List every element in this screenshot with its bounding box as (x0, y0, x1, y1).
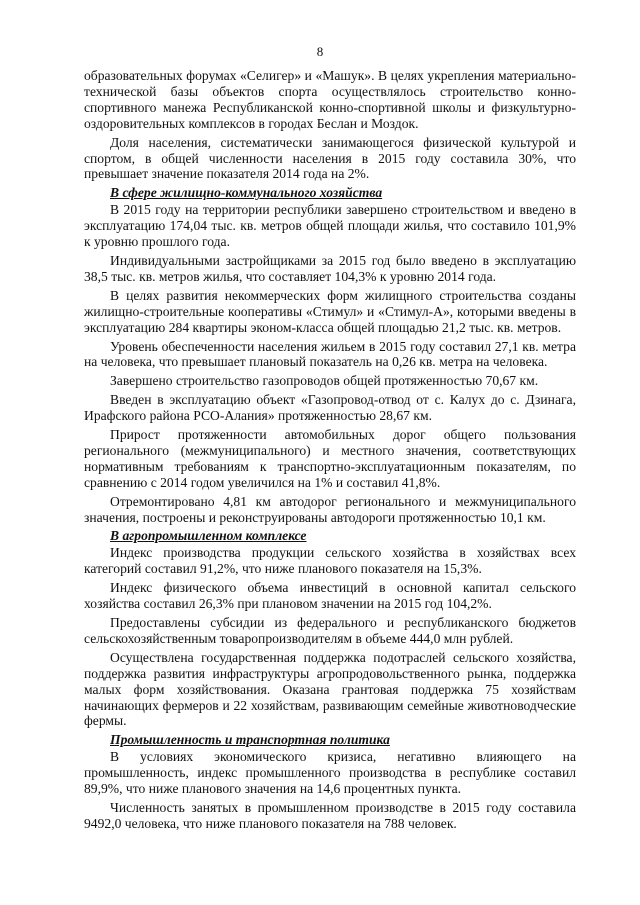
paragraph: Предоставлены субсидии из федерального и республиканского бюджетов сельскохозяйственным товаропроизводителям в объеме 444,0 млн рублей. (84, 615, 576, 646)
paragraph: Численность занятых в промышленном производстве в 2015 году составила 9492,0 человека, что ниже планового показателя на 788 человек. (84, 799, 576, 831)
paragraph: Доля населения, систематически занимающегося физической культурой и спортом, в общей численности населения в 2015 году составила 30%, что превышает значение показателя 2014 года на 2%. (84, 134, 576, 182)
paragraph: Индекс физического объема инвестиций в основной капитал сельского хозяйства составил 26,3% при плановом значении на 2015 год 104,2%. (84, 580, 576, 612)
page-number: 8 (316, 44, 324, 59)
section-heading: Промышленность и транспортная политика (110, 732, 390, 748)
paragraph: Прирост протяженности автомобильных дорог общего пользования регионального (межмуниципального) и местного значения, соответствующих нормативным требованиям к транспортно-эксплуатационным показателям, по сравнению с 2014 годом увеличился на 1% и составил 41,8%. (84, 427, 576, 490)
section-heading: В сфере жилищно-коммунального хозяйства (110, 185, 383, 201)
paragraph: Осуществлена государственная поддержка подотраслей сельского хозяйства, поддержка развития инфраструктуры агропродовольственного рынка, поддержка малых форм хозяйствования. Оказана грантовая поддержка 75 хозяйствам начинающих фермеров и 22 хозяйствам, развивающим семейные животноводческие фермы. (84, 649, 576, 729)
paragraph: В условиях экономического кризиса, негативно влияющего на промышленность, индекс промышленного производства в республике составил 89,9%, что ниже планового значения на 14,6 процентных пункта. (84, 749, 576, 797)
paragraph: Отремонтировано 4,81 км автодорог регионального и межмуниципального значения, построены и реконструированы автодороги протяженностью 10,1 км. (84, 493, 576, 525)
paragraph: Введен в эксплуатацию объект «Газопровод-отвод от с. Калух до с. Дзинага, Ирафского района РСО-Алания» протяженностью 28,67 км. (84, 392, 576, 424)
paragraph: Уровень обеспеченности населения жильем в 2015 году составил 27,1 кв. метра на человека, что превышает плановый показатель на 0,26 кв. метра на человека. (84, 338, 576, 370)
paragraph: Индекс производства продукции сельского хозяйства в хозяйствах всех категорий составил 91,2%, что ниже планового показателя на 15,3%. (84, 545, 576, 577)
paragraph: В 2015 году на территории республики завершено строительством и введено в эксплуатацию 174,04 тыс. кв. метров общей площади жилья, что составило 101,9% к уровню прошлого года. (84, 202, 576, 250)
document-body (84, 68, 576, 835)
paragraph: В целях развития некоммерческих форм жилищного строительства созданы жилищно-строительные кооперативы «Стимул» и «Стимул-А», которыми введены в эксплуатацию 284 квартиры эконом-класса общей площадью 21,2 тыс. кв. метров. (84, 287, 576, 335)
section-heading: В агропромышленном комплексе (110, 528, 307, 544)
paragraph: Завершено строительство газопроводов общей протяженностью 70,67 км. (110, 373, 539, 389)
paragraph: образовательных форумах «Селигер» и «Машук». В целях укрепления материально-технической базы объектов спорта осуществлялось строительство конно-спортивного манежа Республиканской конно-спортивной школы и физкультурно-оздоровительных комплексов в городах Беслан и Моздок. (84, 68, 576, 131)
paragraph: Индивидуальными застройщиками за 2015 год было введено в эксплуатацию 38,5 тыс. кв. метров жилья, что составляет 104,3% к уровню 2014 года. (84, 252, 576, 284)
